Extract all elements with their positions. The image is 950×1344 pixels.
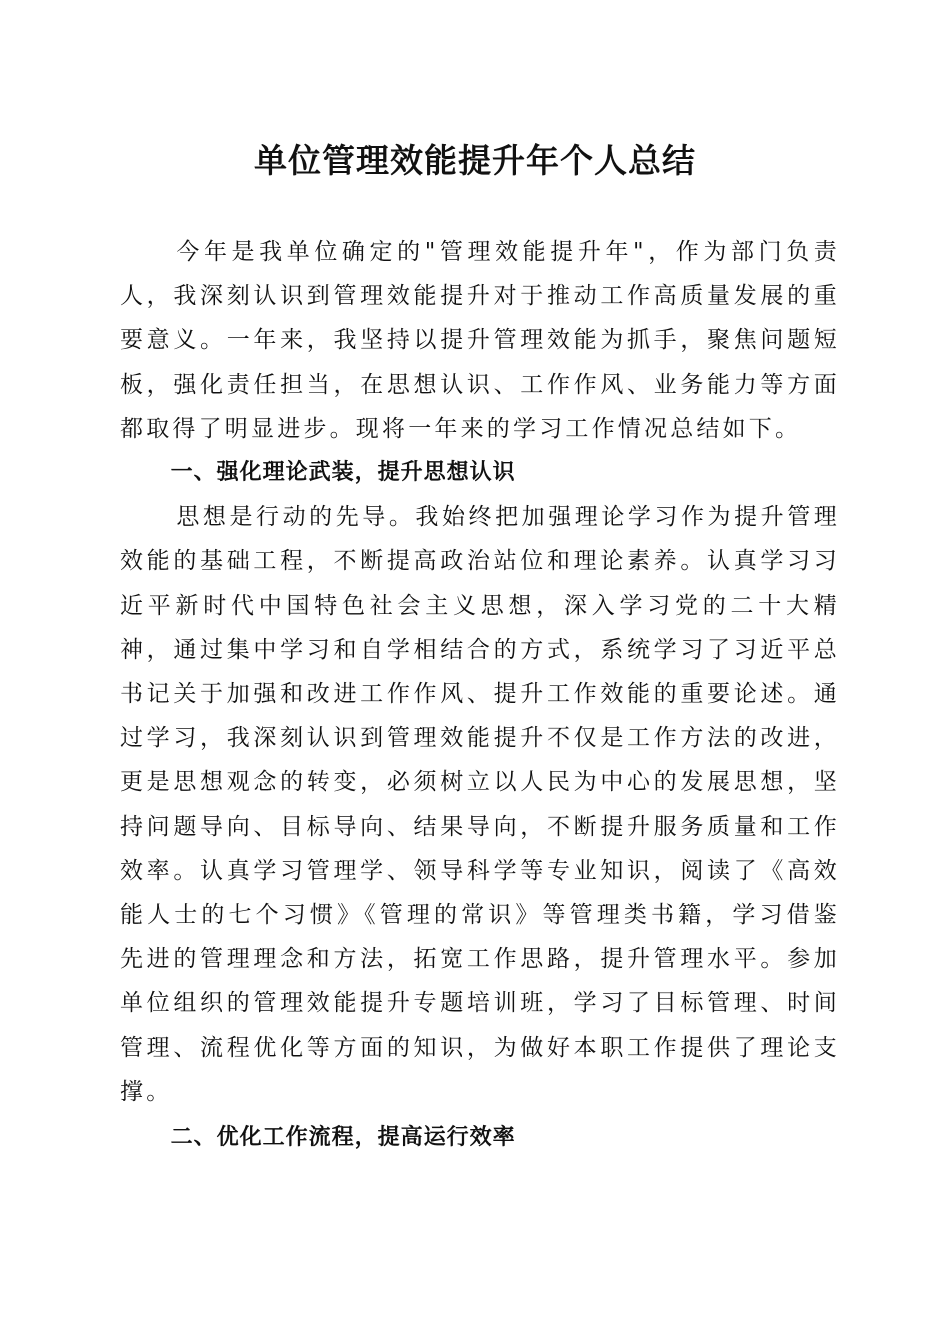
section-heading-2: 二、优化工作流程，提高运行效率 [170,1125,516,1151]
section-heading-1: 一、强化理论武装，提升思想认识 [170,460,516,486]
document-title: 单位管理效能提升年个人总结 [254,141,696,180]
section-paragraph-1: 思想是行动的先导。我始终把加强理论学习作为提升管理效能的基础工程，不断提高政治站位和理论素养。认真学习习近平新时代中国特色社会主义思想，深入学习党的二十大精神，通过集中学习和自学相结合的方式，系统学习了习近平总书记关于加强和改进工作作风、提升工作效能的重要论述。通过学习，我深刻认识到管理效能提升不仅是工作方法的改进，更是思想观念的转变，必须树立以人民为中心的发展思想，坚持问题导向、目标导向、结果导向，不断提升服务质量和工作效率。认真学习管理学、领导科学等专业知识，阅读了《高效能人士的七个习惯》《管理的常识》等管理类书籍，学习借鉴先进的管理理念和方法，拓宽工作思路，提升管理水平。参加单位组织的管理效能提升专题培训班，学习了目标管理、时间管理、流程优化等方面的知识，为做好本职工作提供了理论支撑。 [120,504,840,1105]
intro-paragraph: 今年是我单位确定的"管理效能提升年"，作为部门负责人，我深刻认识到管理效能提升对于推动工作高质量发展的重要意义。一年来，我坚持以提升管理效能为抓手，聚焦问题短板，强化责任担当，在思想认识、工作作风、业务能力等方面都取得了明显进步。现将一年来的学习工作情况总结如下。 [120,239,840,442]
document-body [120,230,840,1160]
